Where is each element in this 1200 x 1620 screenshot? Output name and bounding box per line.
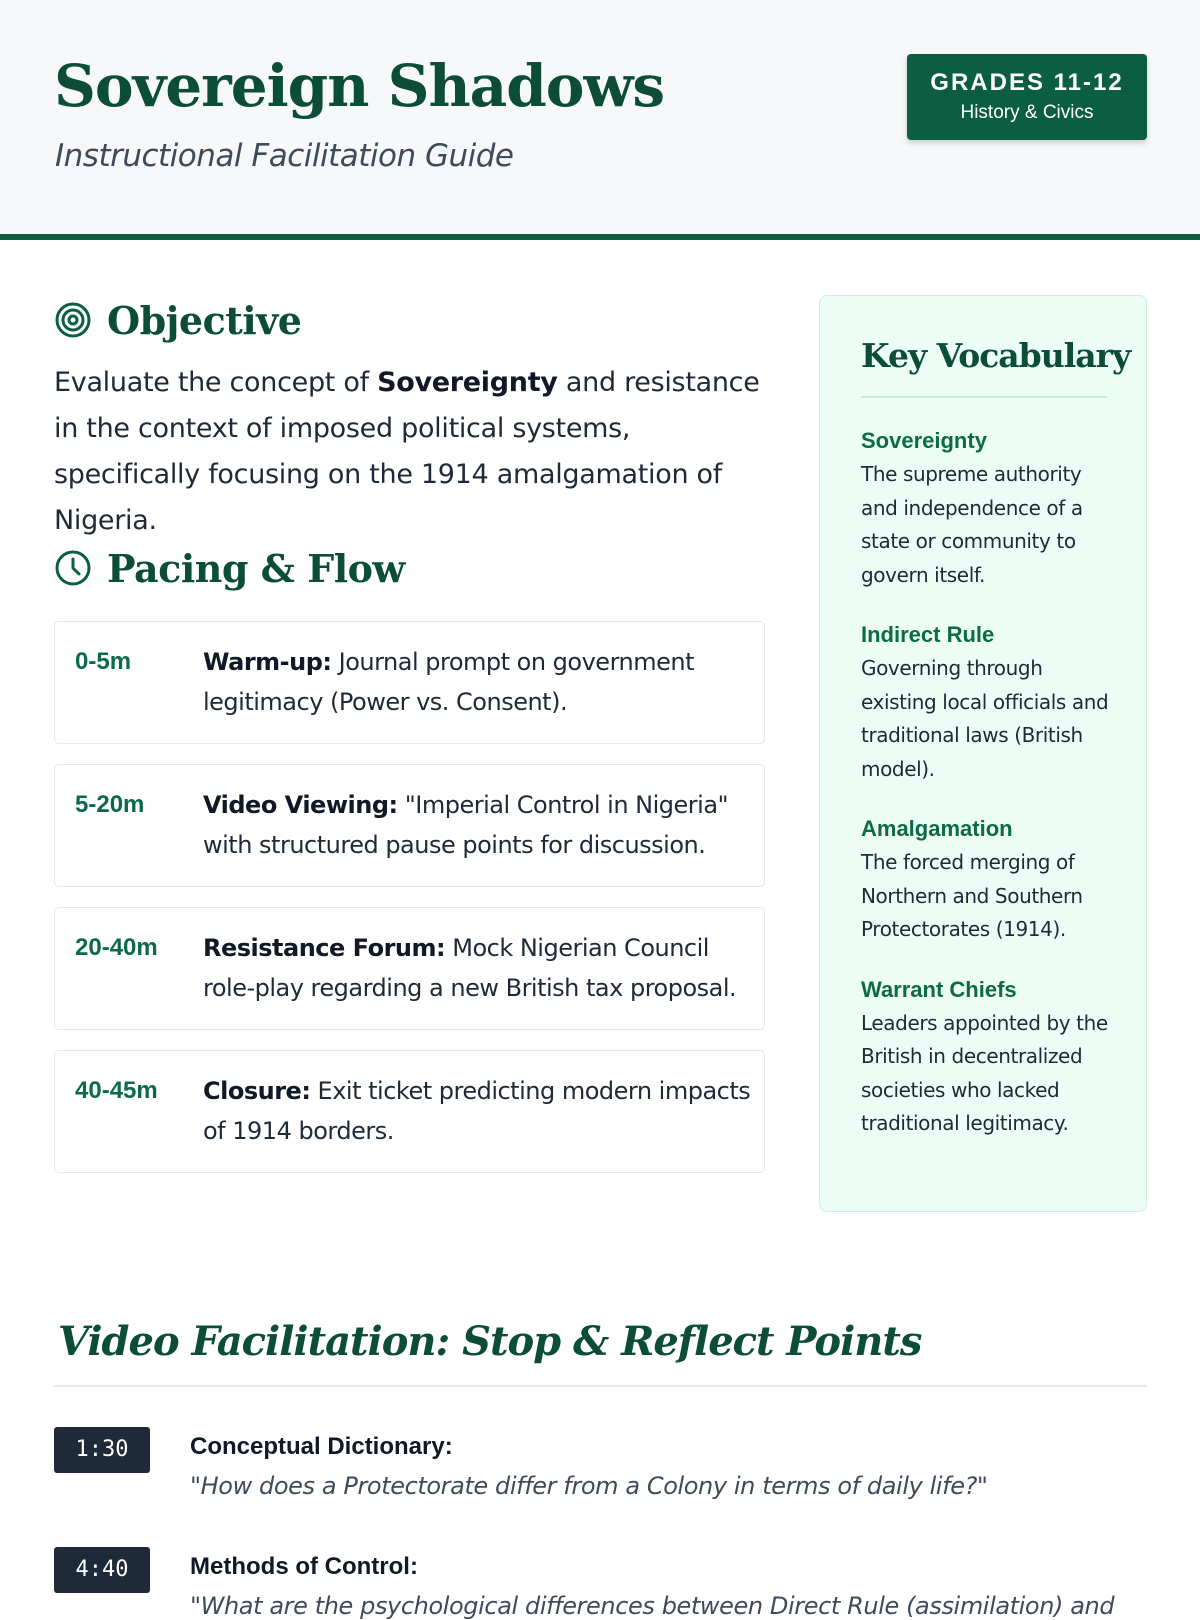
vocabulary-definition: The supreme authority and independence of a state or community to govern itself.: [861, 462, 1083, 587]
target-icon: [54, 301, 92, 339]
pacing-description: [203, 1071, 753, 1151]
pacing-description: [203, 928, 753, 1008]
vocabulary-definition: The forced merging of Northern and Southern Protectorates (1914).: [861, 850, 1083, 941]
pacing-label: Resistance Forum:: [203, 934, 446, 962]
pacing-label: Closure:: [203, 1077, 311, 1105]
stop-label: Methods of Control:: [190, 1553, 418, 1580]
pacing-item: [54, 1050, 765, 1173]
pacing-detail: Journal prompt on government legitimacy (Power vs. Consent).: [203, 648, 694, 716]
pacing-detail: Exit ticket predicting modern impacts of 1914 borders.: [203, 1077, 751, 1145]
pacing-time: 5-20m: [75, 791, 145, 818]
vocabulary-panel: [819, 295, 1147, 1212]
vocabulary-list: [861, 424, 1111, 1167]
stop-timestamp: 1:30: [54, 1427, 150, 1473]
badge-subject: History & Civics: [960, 102, 1094, 123]
objective-heading: [54, 298, 301, 342]
vocabulary-item: [861, 973, 1111, 1141]
badge-grade: GRADES 11-12: [930, 69, 1124, 96]
objective-text: [54, 360, 774, 544]
objective-title: Objective: [107, 297, 302, 343]
vocabulary-definition: Leaders appointed by the British in decentralized societies who lacked traditional legitimacy.: [861, 1010, 1108, 1135]
stop-timestamp: 4:40: [54, 1547, 150, 1593]
pacing-description: [203, 785, 753, 865]
stop-question: "What are the psychological differences between Direct Rule (assimilation) and: [190, 1592, 1115, 1620]
pacing-time: 20-40m: [75, 934, 158, 961]
objective-keyword: Sovereignty: [377, 367, 558, 398]
pacing-label: Warm-up:: [203, 648, 332, 676]
pacing-detail: Mock Nigerian Council role-play regarding a new British tax proposal.: [203, 934, 737, 1002]
page-header: [0, 0, 1200, 240]
pacing-detail: "Imperial Control in Nigeria" with structured pause points for discussion.: [203, 791, 729, 859]
vocabulary-divider: [861, 396, 1107, 398]
pacing-item: [54, 764, 765, 887]
vocabulary-item: [861, 618, 1111, 786]
pacing-title: Pacing & Flow: [107, 545, 405, 591]
vocabulary-term: Indirect Rule: [861, 622, 995, 647]
pacing-time: 40-45m: [75, 1077, 158, 1104]
vocabulary-item: [861, 424, 1111, 592]
grade-badge: [907, 54, 1147, 140]
video-section-title: Video Facilitation: Stop & Reflect Points: [58, 1318, 922, 1365]
pacing-label: Video Viewing:: [203, 791, 398, 819]
vocabulary-term: Sovereignty: [861, 428, 987, 453]
objective-text-before: Evaluate the concept of: [54, 367, 378, 398]
vocabulary-title: Key Vocabulary: [861, 336, 1131, 375]
pacing-heading: [54, 546, 405, 590]
page-subtitle: Instructional Facilitation Guide: [55, 138, 514, 174]
vocabulary-term: Amalgamation: [861, 816, 1013, 841]
video-section-divider: [54, 1385, 1147, 1387]
page-title: Sovereign Shadows: [54, 52, 665, 120]
stop-question: "How does a Protectorate differ from a Colony in terms of daily life?": [190, 1472, 988, 1500]
objective-text-after: and resistance in the context of imposed political systems, specifically focusing on the 1914 amalgamation of Nigeria.: [54, 367, 760, 536]
pacing-item: [54, 907, 765, 1030]
vocabulary-definition: Governing through existing local officials and traditional laws (British model).: [861, 656, 1109, 781]
vocabulary-term: Warrant Chiefs: [861, 976, 1017, 1002]
clock-icon: [54, 549, 92, 587]
pacing-list: [54, 621, 765, 1193]
pacing-description: [203, 642, 753, 722]
pacing-item: [54, 621, 765, 744]
pacing-time: 0-5m: [75, 648, 132, 675]
vocabulary-item: [861, 812, 1111, 947]
stop-label: Conceptual Dictionary:: [190, 1433, 453, 1460]
